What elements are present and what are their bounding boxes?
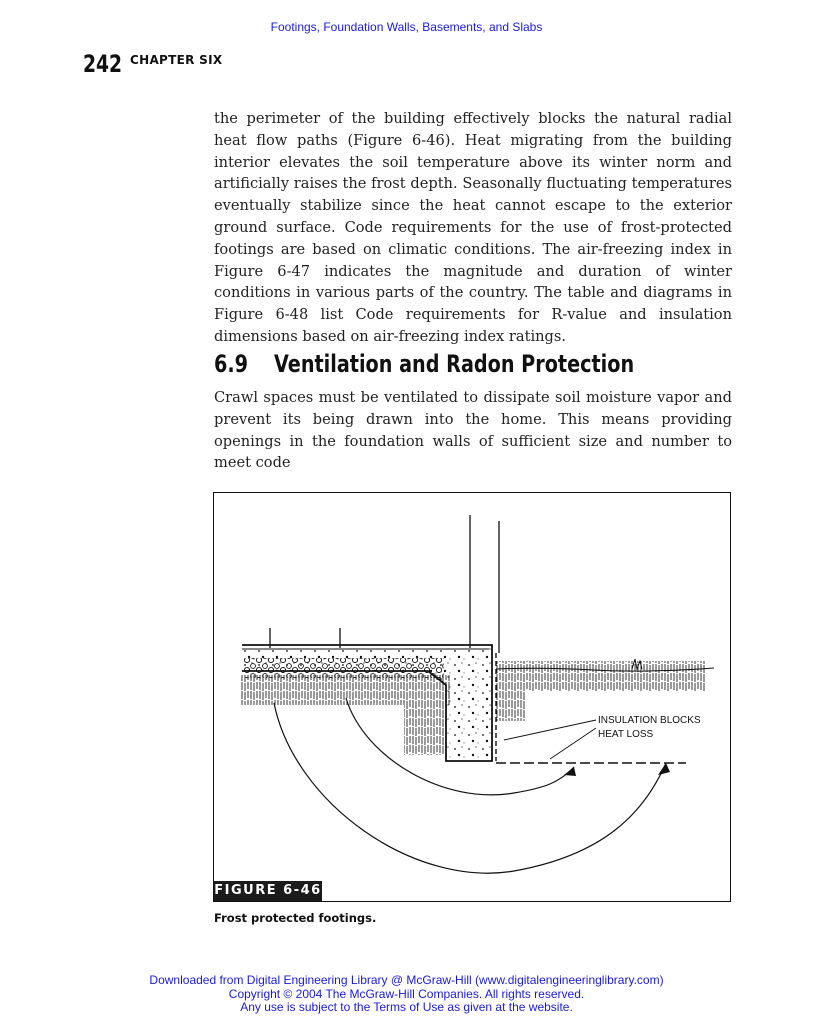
wall-lines bbox=[270, 515, 499, 653]
footer-line-1[interactable]: Downloaded from Digital Engineering Library @ McGraw-Hill (www.digitalengineeringlibrary.com) bbox=[149, 973, 664, 987]
download-footer bbox=[0, 974, 813, 1015]
page-number: 242 bbox=[83, 50, 123, 78]
chapter-heading: CHAPTER SIX bbox=[130, 53, 223, 67]
figure-frame bbox=[213, 492, 731, 902]
figure-caption: Frost protected footings. bbox=[214, 911, 377, 925]
annotation-line-1: INSULATION BLOCKS bbox=[598, 715, 701, 726]
arrowheads bbox=[564, 763, 670, 776]
footer-line-2: Copyright © 2004 The McGraw-Hill Companies. All rights reserved. bbox=[228, 986, 585, 1001]
annotation-leaders bbox=[504, 720, 596, 759]
footer-line-3: Any use is subject to the Terms of Use as given at the website. bbox=[240, 1000, 573, 1014]
running-title-link[interactable]: Footings, Foundation Walls, Basements, and Slabs bbox=[270, 20, 543, 34]
section-title: Ventilation and Radon Protection bbox=[274, 350, 635, 378]
section-number: 6.9 bbox=[214, 350, 249, 378]
section-heading bbox=[214, 350, 634, 378]
body-paragraph-2: Crawl spaces must be ventilated to dissipate soil moisture vapor and prevent its being drawn into the home. This means providing openings in the foundation walls of sufficient size and number to meet code bbox=[214, 389, 732, 472]
body-paragraph-1: the perimeter of the building effectively blocks the natural radial heat flow paths (Figure 6-46). Heat migrating from the building interior elevates the soil temperature above its winter norm and artificially raises the frost depth. Seasonally fluctuating temperatures eventually stabilize since the heat cannot escape to the exterior ground surface. Code requirements for the use of frost-protected footings are based on climatic conditions. The air-freezing index in Figure 6-47 indicates the magnitude and duration of winter conditions in various parts of the country. The table and diagrams in Figure 6-48 list Code requirements for R-value and insulation dimensions based on air-freezing index ratings. bbox=[214, 110, 732, 345]
frost-footing-diagram bbox=[214, 493, 731, 902]
annotation-line-2: HEAT LOSS bbox=[598, 729, 654, 740]
figure-label: FIGURE 6-46 bbox=[214, 881, 322, 901]
